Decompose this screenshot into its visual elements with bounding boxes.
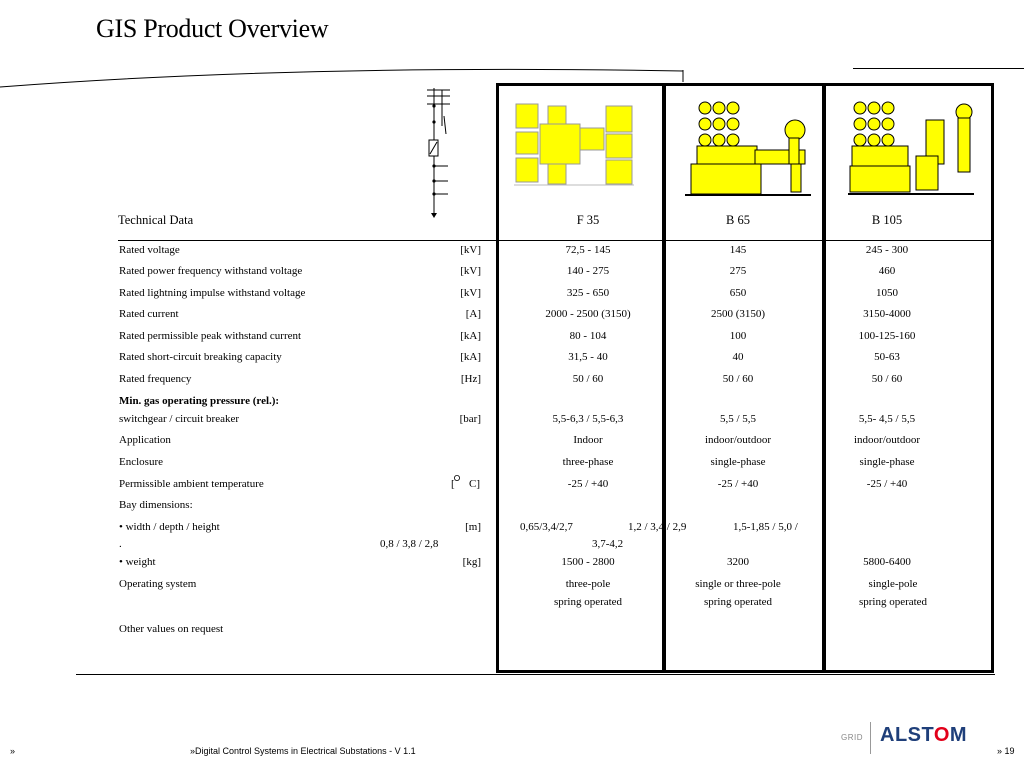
row-value-b105: 3150-4000: [863, 308, 911, 320]
row-value-f35: 325 - 650: [566, 287, 610, 299]
page-title: GIS Product Overview: [96, 14, 329, 43]
b65-equipment-image: [683, 98, 813, 198]
row-value-f35: 50 / 60: [572, 373, 604, 385]
row-unit: [kV]: [460, 244, 481, 256]
header-b65: B 65: [726, 213, 750, 227]
row-label: Rated current: [119, 308, 179, 320]
row-unit: [kA]: [460, 351, 481, 363]
row-value-f35: 140 - 275: [566, 265, 610, 277]
row-unit: [A]: [465, 308, 481, 320]
application-value-b65: indoor/outdoor: [705, 434, 771, 446]
logo-text-o: O: [933, 724, 950, 746]
row-value-b65: 50 / 60: [722, 373, 754, 385]
logo-divider: [870, 722, 871, 754]
application-value-f35: Indoor: [573, 434, 603, 446]
operating-b105-line2: spring operated: [858, 596, 928, 608]
operating-f35-line1: three-pole: [565, 578, 611, 590]
row-unit: [kV]: [460, 265, 481, 277]
row-label: Rated frequency: [119, 373, 192, 385]
operating-f35-line2: spring operated: [553, 596, 623, 608]
bay-wdh-unit: [m]: [465, 521, 481, 533]
row-value-b65: 650: [729, 287, 747, 299]
footer-page-number: » 19: [997, 746, 1015, 756]
bay-weight-label: • weight: [119, 556, 156, 568]
row-unit: [kV]: [460, 287, 481, 299]
single-line-diagram: [418, 86, 458, 221]
row-value-f35: 80 - 104: [569, 330, 607, 342]
row-value-b65: 100: [729, 330, 747, 342]
application-value-b105: indoor/outdoor: [854, 434, 920, 446]
row-value-b105: 50-63: [874, 351, 900, 363]
header-b105: B 105: [871, 213, 903, 227]
operating-b65-line1: single or three-pole: [695, 578, 781, 590]
other-values-note: Other values on request: [119, 623, 224, 635]
row-value-f35: 72,5 - 145: [565, 244, 611, 256]
f35-equipment-image: [514, 100, 636, 188]
enclosure-value-b105: single-phase: [859, 456, 915, 468]
bay-wdh-f35: 0,65/3,4/2,7: [520, 521, 573, 533]
row-value-b65: 275: [729, 265, 747, 277]
row-value-b65: 145: [729, 244, 747, 256]
row-value-b105: 100-125-160: [858, 330, 916, 342]
pressure-value-b65: 5,5 / 5,5: [719, 413, 757, 425]
pressure-heading: Min. gas operating pressure (rel.):: [119, 395, 280, 407]
row-value-b65: 40: [732, 351, 744, 363]
row-label: Rated short-circuit breaking capacity: [119, 351, 282, 363]
alstom-logo: [880, 724, 967, 747]
bay-wdh-b105: 1,5-1,85 / 5,0 /: [733, 521, 798, 533]
operating-label: Operating system: [119, 578, 197, 590]
row-value-f35: 31,5 - 40: [568, 351, 608, 363]
row-value-f35: 2000 - 2500 (3150): [545, 308, 631, 320]
temperature-value-f35: -25 / +40: [567, 478, 609, 490]
bay-wrap-dot: .: [119, 538, 122, 550]
bay-weight-f35: 1500 - 2800: [561, 556, 615, 568]
technical-data-heading: Technical Data: [118, 213, 194, 227]
bay-wdh-label: • width / depth / height: [119, 521, 220, 533]
bay-weight-b65: 3200: [727, 556, 749, 568]
row-value-b65: 2500 (3150): [710, 308, 766, 320]
row-value-b105: 245 - 300: [865, 244, 909, 256]
row-value-b105: 50 / 60: [871, 373, 903, 385]
footer-presentation-title: »Digital Control Systems in Electrical Substations - V 1.1: [190, 746, 416, 756]
temperature-unit-open: [: [451, 478, 455, 490]
row-label: Rated lightning impulse withstand voltage: [119, 287, 306, 299]
temperature-unit-close: C]: [469, 478, 480, 490]
operating-b65-line2: spring operated: [703, 596, 773, 608]
enclosure-value-b65: single-phase: [710, 456, 766, 468]
degree-icon: [453, 474, 461, 482]
pressure-unit: [bar]: [459, 413, 481, 425]
bay-heading: Bay dimensions:: [119, 499, 193, 511]
b105-equipment-image: [846, 98, 976, 198]
bay-wrap-mid: 0,8 / 3,8 / 2,8: [380, 538, 439, 550]
row-value-b105: 460: [878, 265, 896, 277]
application-label: Application: [119, 434, 171, 446]
temperature-value-b105: -25 / +40: [866, 478, 908, 490]
table-bottom-line: [76, 674, 995, 675]
enclosure-label: Enclosure: [119, 456, 163, 468]
logo-text-m: M: [949, 724, 968, 746]
row-label: Rated power frequency withstand voltage: [119, 265, 303, 277]
bay-weight-unit: [kg]: [462, 556, 481, 568]
header-f35: F 35: [576, 213, 600, 227]
bay-wrap-right: 3,7-4,2: [592, 538, 624, 550]
decorative-line: [853, 68, 1024, 69]
footer-left-marker: »: [10, 746, 16, 756]
pressure-value-f35: 5,5-6,3 / 5,5-6,3: [552, 413, 624, 425]
row-unit: [Hz]: [460, 373, 481, 385]
enclosure-value-f35: three-phase: [562, 456, 614, 468]
row-label: Rated permissible peak withstand current: [119, 330, 302, 342]
operating-b105-line1: single-pole: [868, 578, 918, 590]
logo-text-alst: ALST: [880, 724, 934, 746]
temperature-label: Permissible ambient temperature: [119, 478, 264, 490]
header-divider: [118, 240, 994, 241]
bay-weight-b105: 5800-6400: [863, 556, 911, 568]
row-label: Rated voltage: [119, 244, 180, 256]
logo-grid-text: GRID: [841, 733, 863, 742]
pressure-label: switchgear / circuit breaker: [119, 413, 240, 425]
row-value-b105: 1050: [876, 287, 898, 299]
temperature-value-b65: -25 / +40: [717, 478, 759, 490]
bay-wdh-b65: 1,2 / 3,4 / 2,9: [628, 521, 687, 533]
row-unit: [kA]: [460, 330, 481, 342]
pressure-value-b105: 5,5- 4,5 / 5,5: [858, 413, 916, 425]
